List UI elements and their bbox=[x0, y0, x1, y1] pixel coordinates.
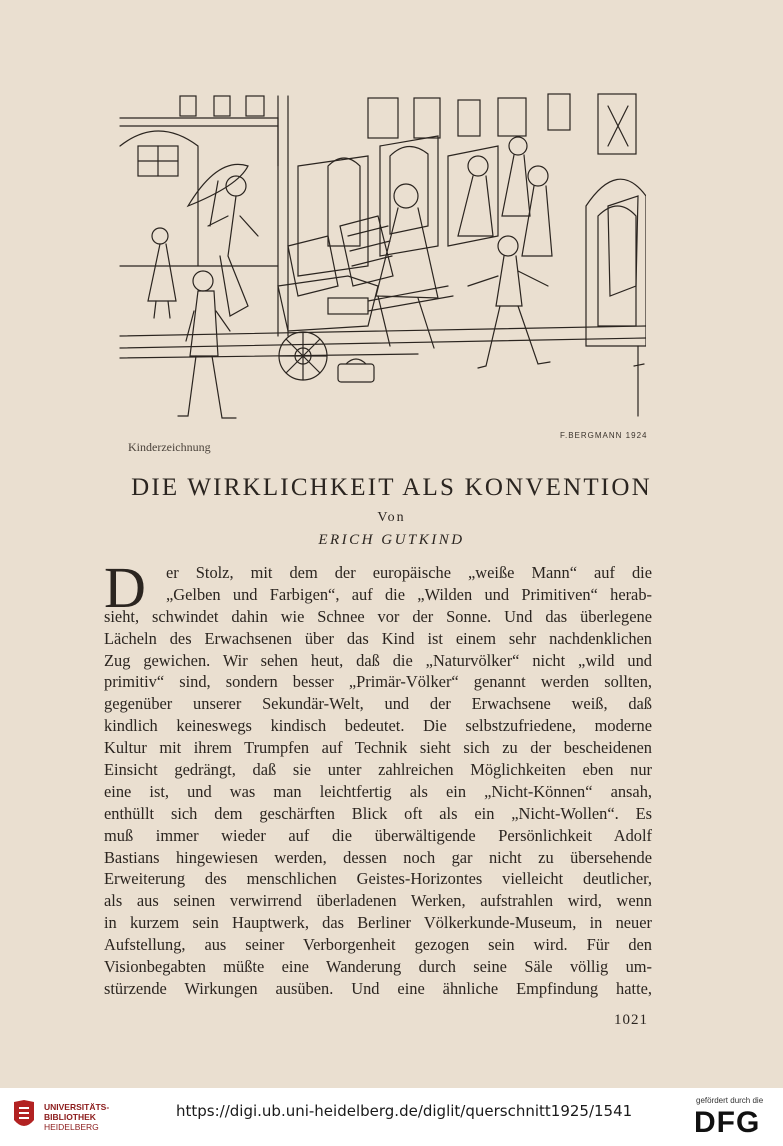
illustration-signature: F.BERGMANN 1924 bbox=[560, 431, 648, 440]
body-line: in kurzem sein Hauptwerk, das Berliner Völkerkunde-Museum, in neuer bbox=[104, 913, 652, 933]
body-line: sieht, schwindet dahin wie Schnee vor der Sonne. Und das überlegene bbox=[104, 606, 652, 626]
body-line: primitiv“ sind, sondern besser „Primär-Völker“ genannt werden sollten, bbox=[104, 672, 652, 692]
illustration-caption: Kinderzeichnung bbox=[128, 440, 211, 454]
funded-by-label: gefördert durch die bbox=[696, 1096, 764, 1105]
article-author: ERICH GUTKIND bbox=[318, 532, 465, 548]
page-number: 1021 bbox=[614, 1012, 648, 1028]
body-line: eine ist, und was man leichtfertig als ein „Nicht-Können“ ansah, bbox=[104, 781, 652, 801]
body-line: stürzende Wirkungen ausüben. Und eine ähnliche Empfindung hatte, bbox=[104, 978, 652, 998]
body-line: Kultur mit ihrem Trumpfen auf Technik sieht sich zu der bescheidenen bbox=[104, 738, 652, 758]
body-line: Bastians hingewiesen werden, dessen noch gar nicht zu übersehende bbox=[104, 847, 652, 867]
body-line: Visionbegabten müßte eine Wanderung durch seine Säle völlig um- bbox=[104, 957, 652, 977]
article-title: DIE WIRKLICHKEIT ALS KONVENTION bbox=[131, 474, 652, 501]
body-line: kindlich keineswegs kindisch bedeutet. Die selbstzufriedene, moderne bbox=[104, 716, 652, 736]
body-line: er Stolz, mit dem der europäische „weiße Mann“ auf die bbox=[166, 563, 652, 582]
byline-von: Von bbox=[377, 510, 406, 525]
university-library-name: UNIVERSITÄTS- BIBLIOTHEK HEIDELBERG bbox=[44, 1102, 110, 1132]
body-line: Zug gewichen. Wir sehen heut, daß die „Naturvölker“ nicht „wild und bbox=[104, 650, 652, 670]
permalink-url[interactable]: https://digi.ub.uni-heidelberg.de/diglit/querschnitt1925/1541 bbox=[176, 1102, 633, 1120]
body-line: enthüllt sich dem geschärften Blick oft als ein „Nicht-Wollen“. Es bbox=[104, 803, 652, 823]
university-library-logo-icon bbox=[10, 1098, 38, 1134]
body-line: Einsicht gedrängt, daß sie unter zahlreichen Möglichkeiten eben nur bbox=[104, 760, 652, 780]
body-line: muß immer wieder auf die überwältigende Persönlichkeit Adolf bbox=[104, 825, 652, 845]
article-body bbox=[104, 555, 652, 1000]
body-line: Aufstellung, aus seiner Verborgenheit gezogen sein wird. Für den bbox=[104, 935, 652, 955]
child-drawing-illustration bbox=[118, 86, 646, 438]
drop-cap: D bbox=[104, 555, 146, 620]
body-line: Erweiterung des menschlichen Geistes-Horizontes vielleicht deutlicher, bbox=[104, 869, 652, 889]
body-line: gegenüber unserer Sekundär-Welt, und der Erwachsene weiß, daß bbox=[104, 694, 652, 714]
viewer-footer bbox=[0, 1088, 783, 1146]
body-line: „Gelben und Farbigen“, auf die „Wilden und Primitiven“ herab- bbox=[166, 584, 652, 604]
dfg-logo[interactable]: DFG bbox=[694, 1106, 761, 1139]
body-line: Lächeln des Erwachsenen über das Kind ist einem sehr nachdenklichen bbox=[104, 628, 652, 648]
body-line: als aus seinen verwirrend überladenen Werken, aufstrahlen wird, wenn bbox=[104, 891, 652, 911]
